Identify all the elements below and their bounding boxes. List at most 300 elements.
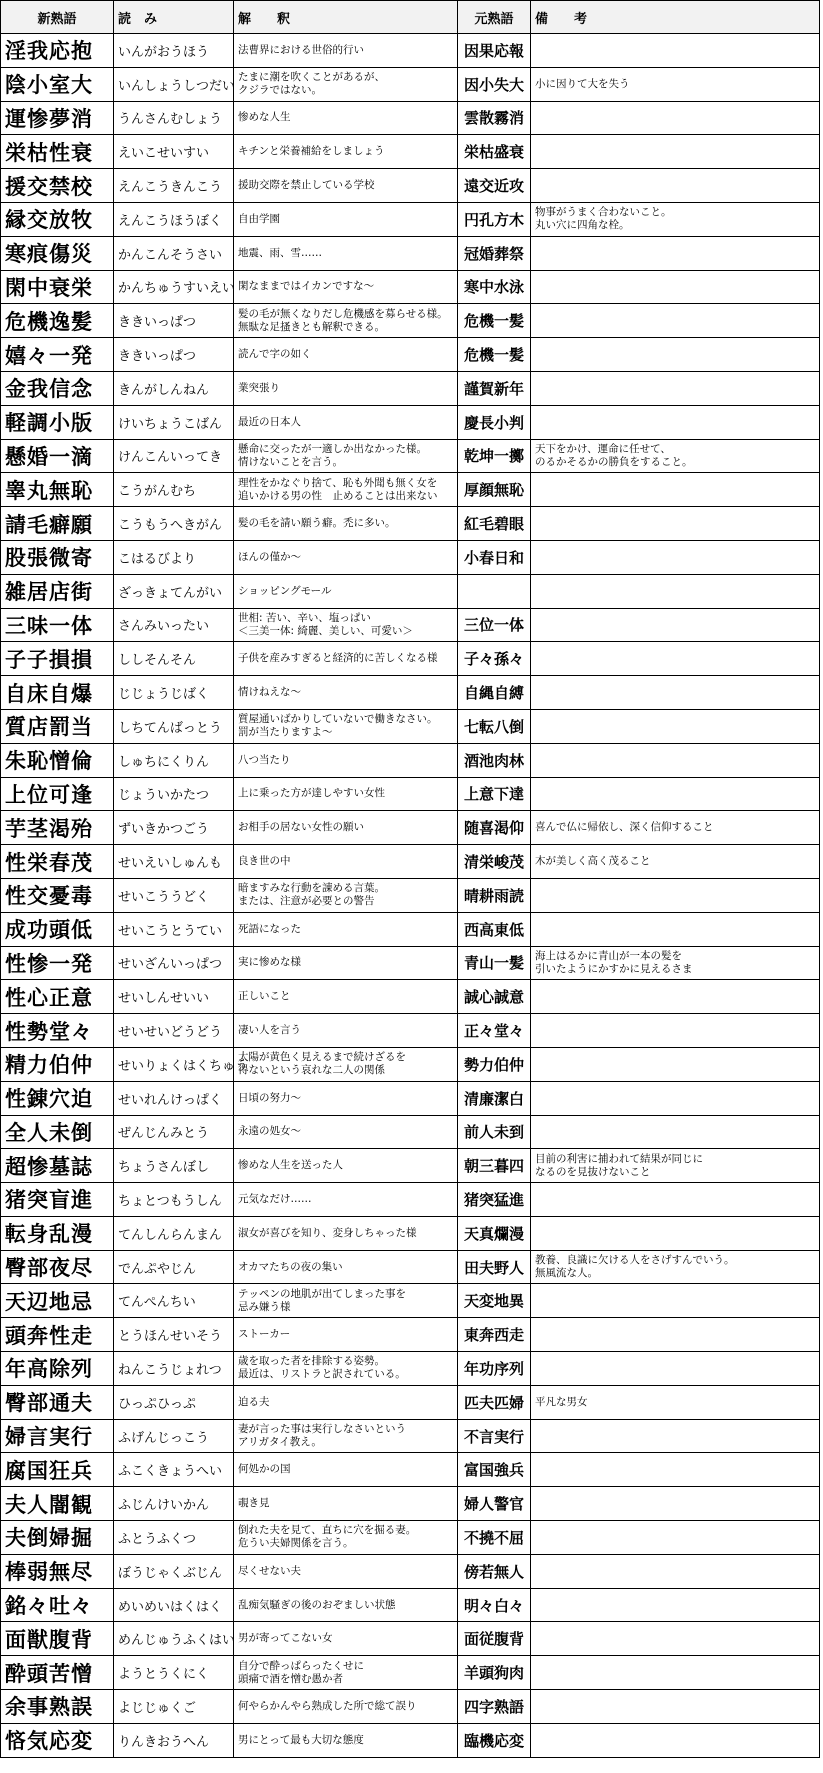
original-idiom-cell: 清栄峻茂 [458, 845, 531, 879]
meaning-line: 子供を産みすぎると経済的に苦しくなる様 [238, 652, 438, 665]
reading-cell: めんじゅうふくはい [114, 1622, 234, 1656]
reading-cell: せいざんいっぱつ [114, 946, 234, 980]
original-idiom-cell: 厚顔無恥 [458, 473, 531, 507]
reading-cell: でんぷやじん [114, 1250, 234, 1284]
notes-cell [531, 338, 820, 372]
new-idiom-cell: 運惨夢消 [1, 101, 114, 135]
table-row [1, 878, 820, 912]
meaning-cell [234, 878, 458, 912]
notes-cell [531, 946, 820, 980]
header-reading: 読 み [114, 1, 234, 34]
table-row [1, 1081, 820, 1115]
notes-cell [531, 1014, 820, 1048]
meaning-cell [234, 34, 458, 68]
reading-cell: えんこうきんこう [114, 169, 234, 203]
original-idiom-cell: 誠心誠意 [458, 980, 531, 1014]
notes-cell [531, 1622, 820, 1656]
notes-cell [531, 67, 820, 101]
meaning-line: 正しいこと [238, 990, 291, 1003]
note-line: 物事がうまく合わないこと。 [535, 206, 672, 219]
meaning-cell [234, 405, 458, 439]
table-row [1, 1115, 820, 1149]
original-idiom-cell: 紅毛碧眼 [458, 507, 531, 541]
notes-cell [531, 642, 820, 676]
reading-cell: うんさんむしょう [114, 101, 234, 135]
reading-cell: ちょうさんぼし [114, 1149, 234, 1183]
new-idiom-cell: 天辺地忌 [1, 1284, 114, 1318]
header-new-idiom: 新熟語 [1, 1, 114, 34]
table-row [1, 1723, 820, 1757]
reading-cell: じじょうじばく [114, 676, 234, 710]
new-idiom-cell: 金我信念 [1, 371, 114, 405]
reading-cell: かんちゅうすいえい [114, 270, 234, 304]
notes-cell [531, 236, 820, 270]
meaning-cell [234, 1690, 458, 1724]
new-idiom-cell: 猪突盲進 [1, 1183, 114, 1217]
table-row [1, 1318, 820, 1352]
table-row [1, 946, 820, 980]
reading-cell: けいちょうこばん [114, 405, 234, 439]
meaning-line: 淑女が喜びを知り、変身しちゃった様 [238, 1226, 417, 1239]
meaning-line: 世相: 苦い、辛い、塩っぱい [238, 611, 371, 624]
reading-cell: せいりょくはくちゅう [114, 1047, 234, 1081]
new-idiom-cell: 三味一体 [1, 608, 114, 642]
new-idiom-cell: 栄枯性衰 [1, 135, 114, 169]
notes-cell [531, 34, 820, 68]
meaning-line: 何処かの国 [238, 1463, 291, 1476]
table-row [1, 1352, 820, 1386]
meaning-line: 理性をかなぐり捨て、恥も外聞も無く女を [238, 476, 438, 489]
table-row [1, 1521, 820, 1555]
meaning-line: 尽くせない夫 [238, 1564, 301, 1577]
meaning-line: 凄い人を言う [238, 1024, 301, 1036]
reading-cell: ききいっぱつ [114, 304, 234, 338]
original-idiom-cell: 寒中水泳 [458, 270, 531, 304]
notes-cell [531, 507, 820, 541]
new-idiom-cell: 棒弱無尽 [1, 1554, 114, 1588]
meaning-line: テッペンの地肌が出てしまった事を [238, 1287, 406, 1300]
new-idiom-cell: 危機逸髪 [1, 304, 114, 338]
notes-cell [531, 1656, 820, 1690]
meaning-line: 上に乗った方が達しやすい女性 [238, 787, 385, 800]
reading-cell: せいこううどく [114, 878, 234, 912]
notes-cell [531, 1723, 820, 1757]
table-row [1, 676, 820, 710]
new-idiom-cell: 臀部夜尽 [1, 1250, 114, 1284]
meaning-line: 無駄な足搔きとも解釈できる。 [238, 320, 385, 333]
meaning-cell [234, 1723, 458, 1757]
original-idiom-cell: 晴耕雨読 [458, 878, 531, 912]
meaning-cell [234, 67, 458, 101]
meaning-cell [234, 676, 458, 710]
reading-cell: ずいきかつごう [114, 811, 234, 845]
new-idiom-cell: 性錬穴迫 [1, 1081, 114, 1115]
note-line: 引いたようにかすかに見えるさま [535, 962, 693, 975]
original-idiom-cell: 匹夫匹婦 [458, 1385, 531, 1419]
original-idiom-cell: 面従腹背 [458, 1622, 531, 1656]
reading-cell: ふこくきょうへい [114, 1453, 234, 1487]
header-original-idiom: 元熟語 [458, 1, 531, 34]
table-row [1, 709, 820, 743]
original-idiom-cell: 三位一体 [458, 608, 531, 642]
meaning-cell [234, 1385, 458, 1419]
meaning-cell [234, 169, 458, 203]
meaning-line: 読んで字の如く [238, 348, 312, 361]
new-idiom-cell: 婦言実行 [1, 1419, 114, 1453]
original-idiom-cell [458, 574, 531, 608]
meaning-cell [234, 777, 458, 811]
notes-cell [531, 709, 820, 743]
table-row [1, 642, 820, 676]
reading-cell: りんきおうへん [114, 1723, 234, 1757]
original-idiom-cell: 因小失大 [458, 67, 531, 101]
reading-cell: ふじんけいかん [114, 1487, 234, 1521]
table-row [1, 304, 820, 338]
original-idiom-cell: 謹賀新年 [458, 371, 531, 405]
notes-cell [531, 101, 820, 135]
reading-cell: さんみいったい [114, 608, 234, 642]
meaning-line: 日頃の努力～ [238, 1091, 301, 1104]
original-idiom-cell: 田夫野人 [458, 1250, 531, 1284]
meaning-cell [234, 912, 458, 946]
table-row [1, 1014, 820, 1048]
table-row [1, 845, 820, 879]
table-row [1, 405, 820, 439]
note-line: 木が美しく高く茂ること [535, 855, 651, 868]
meaning-line: 死語になった [238, 922, 301, 935]
table-row [1, 1622, 820, 1656]
original-idiom-cell: 子々孫々 [458, 642, 531, 676]
meaning-line: 自由学園 [238, 212, 280, 225]
notes-cell [531, 1115, 820, 1149]
reading-cell: ざっきょてんがい [114, 574, 234, 608]
table-row [1, 34, 820, 68]
notes-cell [531, 1047, 820, 1081]
meaning-cell [234, 1284, 458, 1318]
note-line: 無風流な人。 [535, 1267, 598, 1280]
meaning-line: 八つ当たり [238, 753, 291, 766]
meaning-cell [234, 1588, 458, 1622]
meaning-line: 妻が言った事は実行しなさいという [238, 1423, 406, 1436]
table-row [1, 1149, 820, 1183]
original-idiom-cell: 栄枯盛衰 [458, 135, 531, 169]
meaning-line: 法曹界における世俗的行い [238, 43, 364, 56]
reading-cell: せいこうとうてい [114, 912, 234, 946]
original-idiom-cell: 臨機応変 [458, 1723, 531, 1757]
notes-cell [531, 1216, 820, 1250]
table-body [1, 34, 820, 1758]
original-idiom-cell: 酒池肉林 [458, 743, 531, 777]
notes-cell [531, 777, 820, 811]
reading-cell: きんがしんねん [114, 371, 234, 405]
new-idiom-cell: 嬉々一発 [1, 338, 114, 372]
new-idiom-cell: 性惨一発 [1, 946, 114, 980]
meaning-line: 最近の日本人 [238, 415, 301, 428]
original-idiom-cell: 小春日和 [458, 540, 531, 574]
reading-cell: とうほんせいそう [114, 1318, 234, 1352]
table-row [1, 439, 820, 473]
new-idiom-cell: 閑中衰栄 [1, 270, 114, 304]
meaning-cell [234, 338, 458, 372]
meaning-line: 得ないという哀れな二人の関係 [238, 1064, 385, 1077]
meaning-line: 閑なままではイカンですな～ [238, 280, 375, 293]
new-idiom-cell: 陰小室大 [1, 67, 114, 101]
reading-cell: こうもうへきがん [114, 507, 234, 541]
meaning-line: ほんの僅か～ [238, 550, 301, 563]
meaning-cell [234, 608, 458, 642]
meaning-cell [234, 439, 458, 473]
note-line: 喜んで仏に帰依し、深く信仰すること [535, 821, 714, 834]
original-idiom-cell: 慶長小判 [458, 405, 531, 439]
table-row [1, 169, 820, 203]
table-row [1, 236, 820, 270]
meaning-cell [234, 1183, 458, 1217]
table-row [1, 371, 820, 405]
reading-cell: こはるびより [114, 540, 234, 574]
new-idiom-cell: 芋茎渇殆 [1, 811, 114, 845]
meaning-line: 最近は、リストラと訳されている。 [238, 1368, 406, 1381]
meaning-line: たまに潮を吹くことがあるが、 [238, 71, 385, 84]
new-idiom-cell: 腐国狂兵 [1, 1453, 114, 1487]
meaning-cell [234, 1318, 458, 1352]
table-row [1, 1047, 820, 1081]
new-idiom-cell: 股張微寄 [1, 540, 114, 574]
original-idiom-cell: 危機一髪 [458, 338, 531, 372]
original-idiom-cell: 朝三暮四 [458, 1149, 531, 1183]
meaning-line: アリガタイ教え。 [238, 1436, 322, 1449]
notes-cell [531, 574, 820, 608]
new-idiom-cell: 子子損損 [1, 642, 114, 676]
original-idiom-cell: 清廉潔白 [458, 1081, 531, 1115]
notes-cell [531, 1149, 820, 1183]
notes-cell [531, 1588, 820, 1622]
new-idiom-cell: 淫我応抱 [1, 34, 114, 68]
new-idiom-cell: 成功頭低 [1, 912, 114, 946]
table-row [1, 1250, 820, 1284]
original-idiom-cell: 天真爛漫 [458, 1216, 531, 1250]
meaning-cell [234, 743, 458, 777]
original-idiom-cell: 遠交近攻 [458, 169, 531, 203]
meaning-line: 永遠の処女～ [238, 1125, 301, 1138]
notes-cell [531, 980, 820, 1014]
notes-cell [531, 811, 820, 845]
table-row [1, 338, 820, 372]
meaning-line: 良き世の中 [238, 855, 291, 868]
meaning-cell [234, 270, 458, 304]
reading-cell: ふとうふくつ [114, 1521, 234, 1555]
new-idiom-cell: 援交禁校 [1, 169, 114, 203]
table-row [1, 574, 820, 608]
original-idiom-cell: 自縄自縛 [458, 676, 531, 710]
table-row [1, 270, 820, 304]
table-row [1, 202, 820, 236]
original-idiom-cell: 不言実行 [458, 1419, 531, 1453]
reading-cell: ようとうくにく [114, 1656, 234, 1690]
meaning-line: 危うい夫婦関係を言う。 [238, 1537, 354, 1550]
table-row [1, 1690, 820, 1724]
reading-cell: しちてんばっとう [114, 709, 234, 743]
notes-cell [531, 1554, 820, 1588]
new-idiom-cell: 軽調小版 [1, 405, 114, 439]
meaning-line: ショッピングモール [238, 584, 332, 597]
table-row [1, 1453, 820, 1487]
meaning-line: 業突張り [238, 381, 280, 394]
meaning-cell [234, 1014, 458, 1048]
notes-cell [531, 743, 820, 777]
table-row [1, 507, 820, 541]
notes-cell [531, 1453, 820, 1487]
meaning-cell [234, 1419, 458, 1453]
notes-cell [531, 1419, 820, 1453]
meaning-cell [234, 1047, 458, 1081]
meaning-line: 情けないことを言う。 [238, 455, 343, 468]
original-idiom-cell: 天変地異 [458, 1284, 531, 1318]
meaning-cell [234, 1487, 458, 1521]
original-idiom-cell: 東奔西走 [458, 1318, 531, 1352]
note-line: 目前の利害に捕われて結果が同じに [535, 1152, 703, 1165]
reading-cell: じょういかたつ [114, 777, 234, 811]
meaning-line: 罰が当たりますよ～ [238, 726, 333, 739]
meaning-line: キチンと栄養補給をしましょう [238, 145, 385, 158]
reading-cell: せいれんけっぱく [114, 1081, 234, 1115]
meaning-cell [234, 540, 458, 574]
reading-cell: ふげんじっこう [114, 1419, 234, 1453]
new-idiom-cell: 上位可逢 [1, 777, 114, 811]
notes-cell [531, 473, 820, 507]
meaning-cell [234, 1622, 458, 1656]
meaning-cell [234, 1115, 458, 1149]
note-line: 平凡な男女 [535, 1395, 588, 1408]
original-idiom-cell: 青山一髪 [458, 946, 531, 980]
notes-cell [531, 1318, 820, 1352]
table-row [1, 1656, 820, 1690]
notes-cell [531, 1081, 820, 1115]
original-idiom-cell: 年功序列 [458, 1352, 531, 1386]
table-row [1, 1183, 820, 1217]
original-idiom-cell: 因果応報 [458, 34, 531, 68]
reading-cell: ねんこうじょれつ [114, 1352, 234, 1386]
reading-cell: いんがおうほう [114, 34, 234, 68]
new-idiom-cell: 性勢堂々 [1, 1014, 114, 1048]
notes-cell [531, 1521, 820, 1555]
original-idiom-cell: 乾坤一擲 [458, 439, 531, 473]
original-idiom-cell: 勢力伯仲 [458, 1047, 531, 1081]
meaning-line: ＜三美一体: 綺麗、美しい、可愛い＞ [238, 624, 413, 637]
reading-cell: せいせいどうどう [114, 1014, 234, 1048]
reading-cell: ききいっぱつ [114, 338, 234, 372]
table-row [1, 1554, 820, 1588]
meaning-cell [234, 304, 458, 338]
meaning-line: 迫る夫 [238, 1395, 270, 1408]
meaning-cell [234, 980, 458, 1014]
new-idiom-cell: 朱恥憎倫 [1, 743, 114, 777]
meaning-line: 質屋通いばかりしていないで働きなさい。 [238, 713, 438, 726]
note-line: 教養、良識に欠ける人をさげすんでいう。 [535, 1254, 735, 1267]
notes-cell [531, 845, 820, 879]
meaning-cell [234, 202, 458, 236]
meaning-cell [234, 574, 458, 608]
meaning-cell [234, 371, 458, 405]
meaning-line: 忌み嫌う様 [238, 1300, 291, 1313]
meaning-line: クジラではない。 [238, 84, 322, 97]
new-idiom-cell: 悋気応変 [1, 1723, 114, 1757]
meaning-cell [234, 811, 458, 845]
reading-cell: てんぺんちい [114, 1284, 234, 1318]
meaning-line: 覗き見 [238, 1497, 270, 1510]
meaning-line: または、注意が必要との警告 [238, 895, 375, 908]
notes-cell [531, 1183, 820, 1217]
new-idiom-cell: 全人未倒 [1, 1115, 114, 1149]
new-idiom-cell: 精力伯仲 [1, 1047, 114, 1081]
header-row [1, 1, 820, 34]
notes-cell [531, 405, 820, 439]
new-idiom-cell: 頭奔性走 [1, 1318, 114, 1352]
new-idiom-cell: 寒痕傷災 [1, 236, 114, 270]
table-row [1, 1419, 820, 1453]
reading-cell: めいめいはくはく [114, 1588, 234, 1622]
table-row [1, 67, 820, 101]
reading-cell: てんしんらんまん [114, 1216, 234, 1250]
meaning-cell [234, 946, 458, 980]
original-idiom-cell: 随喜渇仰 [458, 811, 531, 845]
meaning-line: 頭痛で酒を憎む愚か者 [238, 1672, 343, 1685]
meaning-cell [234, 1554, 458, 1588]
original-idiom-cell: 危機一髪 [458, 304, 531, 338]
new-idiom-cell: 性栄春茂 [1, 845, 114, 879]
meaning-line: 惨めな人生を送った人 [238, 1159, 343, 1172]
meaning-line: 元気なだけ…… [238, 1192, 312, 1205]
table-row [1, 777, 820, 811]
reading-cell: こうがんむち [114, 473, 234, 507]
meaning-line: 情けねえな～ [238, 686, 301, 699]
meaning-line: 地震、雨、雪…… [238, 246, 322, 259]
original-idiom-cell: 雲散霧消 [458, 101, 531, 135]
new-idiom-cell: 縁交放牧 [1, 202, 114, 236]
notes-cell [531, 371, 820, 405]
meaning-cell [234, 642, 458, 676]
table-row [1, 1284, 820, 1318]
notes-cell [531, 1284, 820, 1318]
original-idiom-cell: 不撓不屈 [458, 1521, 531, 1555]
reading-cell: しゅちにくりん [114, 743, 234, 777]
meaning-cell [234, 1521, 458, 1555]
new-idiom-cell: 睾丸無恥 [1, 473, 114, 507]
original-idiom-cell: 傍若無人 [458, 1554, 531, 1588]
meaning-cell [234, 1216, 458, 1250]
header-meaning: 解 釈 [234, 1, 458, 34]
original-idiom-cell: 七転八倒 [458, 709, 531, 743]
reading-cell: ぼうじゃくぶじん [114, 1554, 234, 1588]
meaning-cell [234, 709, 458, 743]
original-idiom-cell: 西高東低 [458, 912, 531, 946]
notes-cell [531, 270, 820, 304]
note-line: 小に因りて大を失う [535, 77, 630, 90]
reading-cell: ちょとつもうしん [114, 1183, 234, 1217]
note-line: のるかそるかの勝負をすること。 [535, 455, 693, 468]
reading-cell: ぜんじんみとう [114, 1115, 234, 1149]
new-idiom-cell: 性交憂毒 [1, 878, 114, 912]
new-idiom-cell: 面獣腹背 [1, 1622, 114, 1656]
new-idiom-cell: 転身乱漫 [1, 1216, 114, 1250]
original-idiom-cell: 上意下達 [458, 777, 531, 811]
note-line: 海上はるかに青山が一本の髪を [535, 949, 682, 962]
meaning-line: 追いかける男の性 止めることは出来ない [238, 489, 438, 502]
meaning-cell [234, 845, 458, 879]
meaning-line: 実に惨めな様 [238, 956, 301, 969]
meaning-line: 髪の毛が無くなりだし危機感を募らせる様。 [238, 307, 448, 320]
meaning-line: 乱痴気騒ぎの後のおぞましい状態 [238, 1598, 396, 1611]
new-idiom-cell: 臀部通夫 [1, 1385, 114, 1419]
